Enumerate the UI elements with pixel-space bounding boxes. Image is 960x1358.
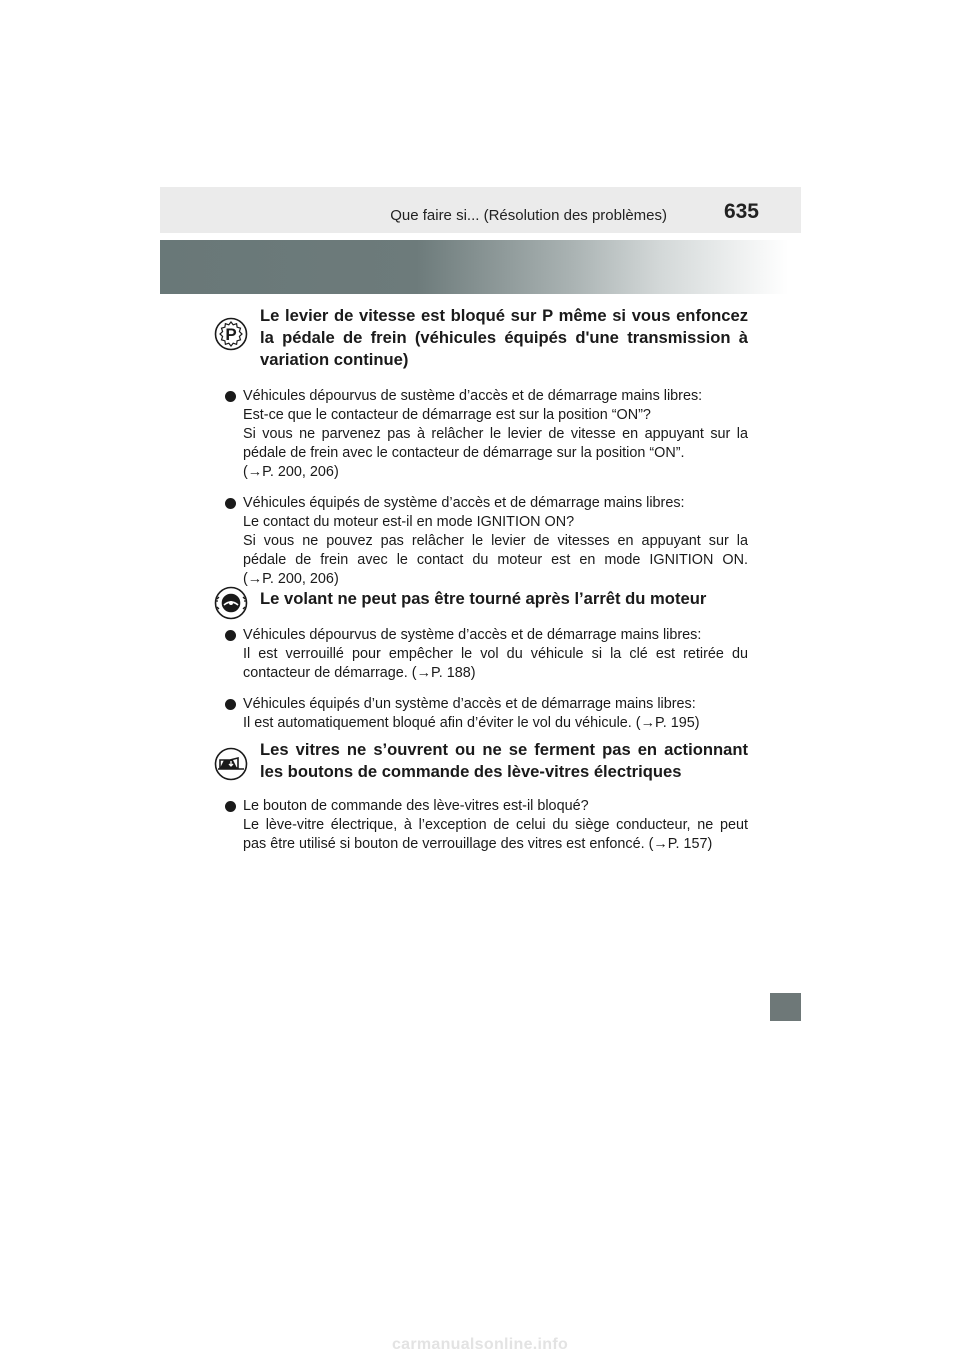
list-item: Véhicules équipés de système d’accès et de démarrage mains libres: Le contact du moteur est-il en mode IGNITION ON? Si vous ne pouvez pas relâcher le levier de vitesses en appuyant sur la pédale de frein avec le contact du moteur est en mode IGNITION ON. (→P. 200, 206)	[214, 494, 748, 589]
bullet-icon	[225, 391, 236, 402]
section-title: Le volant ne peut pas être tourné après l’arrêt du moteur	[260, 589, 707, 608]
list-item: Le bouton de commande des lève-vitres est-il bloqué? Le lève-vitre électrique, à l’exception de celui du siège conducteur, ne peut pas être utilisé si bouton de verrouillage des vitres est enfoncé. (→P. 157)	[214, 797, 748, 854]
list-item: Véhicules dépourvus de sustème d’accès et de démarrage mains libres: Est-ce que le contacteur de démarrage est sur la position “ON”? Si vous ne parvenez pas à relâcher le levier de vitesse en appuyant sur la pédale de frein avec le contacteur de démarrage sur la position “ON”. (→P. 200, 206)	[214, 387, 748, 482]
header-section-title: Que faire si... (Résolution des problèmes)	[390, 207, 667, 224]
bullet-icon	[225, 801, 236, 812]
list-item: Véhicules équipés d’un système d’accès et de démarrage mains libres: Il est automatiquement bloqué afin d’éviter le vol du véhicule. (→P. 195)	[214, 695, 748, 733]
bullet-icon	[225, 630, 236, 641]
svg-text:P: P	[225, 325, 237, 344]
chapter-side-tab	[770, 993, 801, 1021]
steering-lock-icon	[214, 586, 248, 620]
section-title: Les vitres ne s’ouvrent ou ne se ferment pas en actionnant les boutons de commande des lève-vitres électriques	[260, 740, 748, 781]
section-steering-lock	[214, 588, 748, 733]
page-number: 635	[723, 200, 759, 223]
chapter-band	[160, 240, 801, 294]
list-item: Véhicules dépourvus de système d’accès et de démarrage mains libres: Il est verrouillé pour empêcher le vol du véhicule si la clé est retirée du contacteur de démarrage. (→P. 188)	[214, 626, 748, 683]
bullet-icon	[225, 699, 236, 710]
section-title: Le levier de vitesse est bloqué sur P même si vous enfoncez la pédale de frein (véhicules équipés d'une transmission à variation continue)	[260, 306, 748, 369]
section-shift-lever	[214, 305, 748, 589]
watermark: carmanualsonline.info	[391, 1336, 569, 1353]
power-window-icon	[214, 747, 248, 781]
bullet-icon	[225, 498, 236, 509]
page-header	[160, 187, 801, 233]
section-power-windows	[214, 739, 748, 854]
shift-lever-park-icon	[214, 317, 248, 351]
